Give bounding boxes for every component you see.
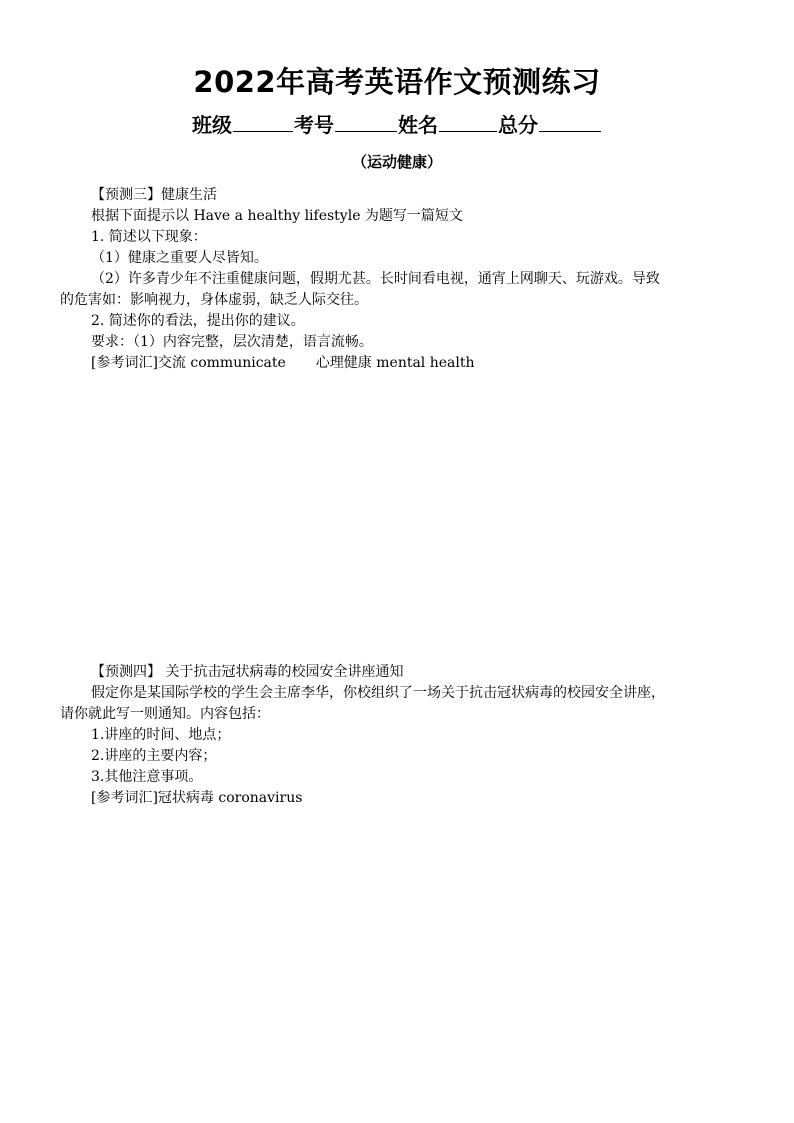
exam-number-label: 考号 bbox=[294, 113, 334, 137]
vocab-communicate: [参考词汇]交流 communicate bbox=[91, 355, 286, 371]
content-item-1: 1.讲座的时间、地点； bbox=[91, 727, 231, 743]
reference-vocabulary: [参考词汇]冠状病毒 coronavirus bbox=[91, 790, 303, 806]
section-heading: 【预测四】 关于抗击冠状病毒的校园安全讲座通知 bbox=[91, 664, 404, 680]
reference-vocabulary bbox=[60, 353, 750, 374]
vocab-mental-health: 心理健康 mental health bbox=[315, 355, 475, 371]
class-blank[interactable] bbox=[233, 111, 293, 132]
prompt-point-1: 1. 简述以下现象： bbox=[91, 229, 207, 245]
prompt-point-2: 2. 简述你的看法，提出你的建议。 bbox=[91, 313, 305, 329]
section-prediction-4 bbox=[60, 662, 750, 809]
section-prediction-3 bbox=[60, 185, 750, 374]
prompt-point-1a: （1）健康之重要人尽皆知。 bbox=[91, 250, 268, 266]
content-item-3: 3.其他注意事项。 bbox=[91, 769, 203, 785]
name-blank[interactable] bbox=[439, 111, 497, 132]
page-subtitle: （运动健康） bbox=[351, 153, 442, 171]
exam-number-blank[interactable] bbox=[335, 111, 397, 132]
content-item-2: 2.讲座的主要内容； bbox=[91, 748, 217, 764]
total-score-label: 总分 bbox=[498, 113, 538, 137]
class-label: 班级 bbox=[192, 113, 232, 137]
total-score-blank[interactable] bbox=[539, 111, 601, 132]
student-info-line bbox=[0, 110, 794, 140]
name-label: 姓名 bbox=[398, 113, 438, 137]
prompt-requirement: 要求：（1）内容完整，层次清楚，语言流畅。 bbox=[91, 334, 373, 350]
prompt-body-continued: 请你就此写一则通知。内容包括： bbox=[60, 706, 270, 722]
prompt-body: 假定你是某国际学校的学生会主席李华，你校组织了一场关于抗击冠状病毒的校园安全讲座， bbox=[91, 685, 665, 701]
section-heading: 【预测三】健康生活 bbox=[91, 187, 217, 203]
prompt-point-1b: （2）许多青少年不注重健康问题，假期尤甚。长时间看电视，通宵上网聊天、玩游戏。导致 bbox=[91, 271, 660, 287]
prompt-point-1b-continued: 的危害如：影响视力，身体虚弱，缺乏人际交往。 bbox=[60, 292, 368, 308]
prompt-intro: 根据下面提示以 Have a healthy lifestyle 为题写一篇短文 bbox=[91, 208, 463, 224]
page-title: 2022年高考英语作文预测练习 bbox=[193, 65, 601, 99]
